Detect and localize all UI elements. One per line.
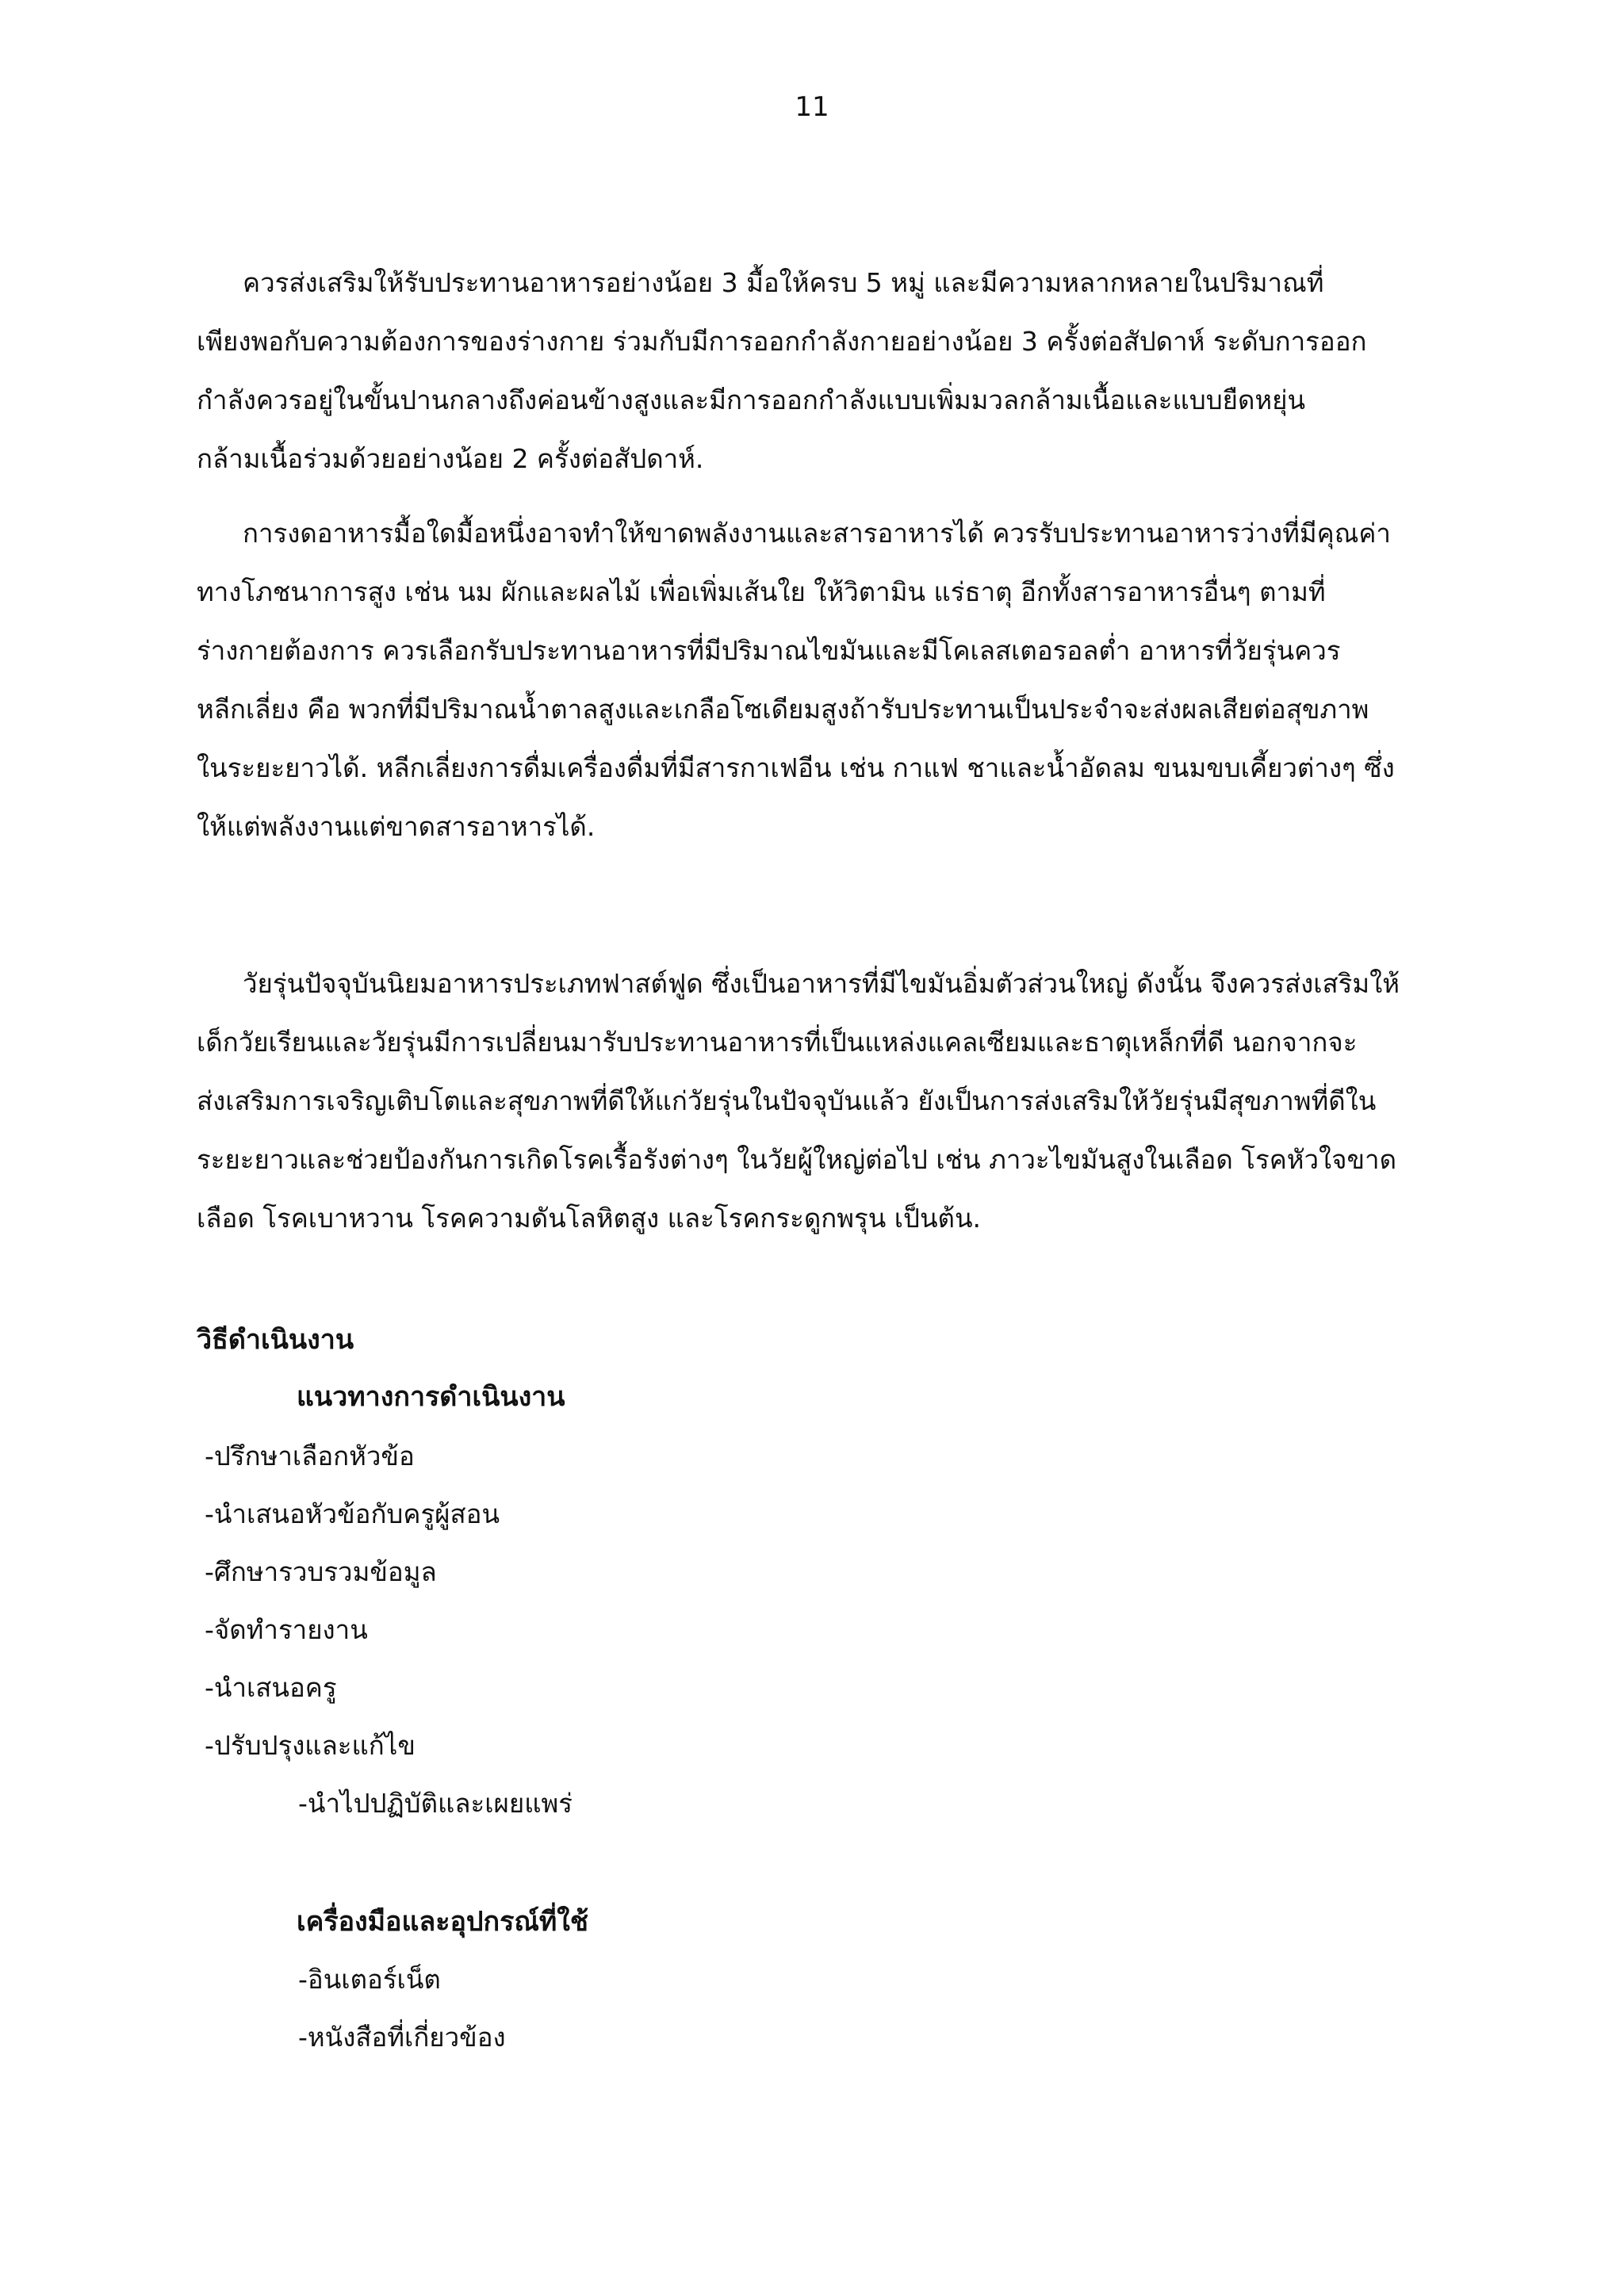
list-item: -นำเสนอครู: [205, 1672, 337, 1703]
paragraph-line: กำลังควรอยู่ในขั้นปานกลางถึงค่อนข้างสูงและมีการออกกำลังแบบเพิ่มมวลกล้ามเนื้อและแบบยืดหยุ่น: [197, 385, 1306, 415]
list-item: -จัดทำรายงาน: [205, 1614, 368, 1645]
list-item: -อินเตอร์เน็ต: [298, 1964, 441, 1995]
method-steps-list: [205, 1427, 573, 1832]
tools-list: [298, 1950, 506, 2066]
paragraph-line: หลีกเลี่ยง คือ พวกที่มีปริมาณน้ำตาลสูงและเกลือโซเดียมสูงถ้ารับประทานเป็นประจำจะส่งผลเสียต่อสุขภาพ: [197, 694, 1369, 725]
list-item: -นำเสนอหัวข้อกับครูผู้สอน: [205, 1498, 500, 1529]
paragraph-line: วัยรุ่นปัจจุบันนิยมอาหารประเภทฟาสต์ฟูด ซึ่งเป็นอาหารที่มีไขมันอิ่มตัวส่วนใหญ่ ดังนั้น จึงควรส่งเสริมให้: [243, 968, 1400, 999]
paragraph-line: เลือด โรคเบาหวาน โรคความดันโลหิตสูง และโรคกระดูกพรุน เป็นต้น.: [197, 1203, 982, 1234]
paragraph-line: เพียงพอกับความต้องการของร่างกาย ร่วมกับมีการออกกำลังกายอย่างน้อย 3 ครั้งต่อสัปดาห์ ระดับการออก: [197, 326, 1367, 357]
paragraph-line: ในระยะยาวได้. หลีกเลี่ยงการดื่มเครื่องดื่มที่มีสารกาเฟอีน เช่น กาแฟ ชาและน้ำอัดลม ขนมขบเคี้ยวต่างๆ ซึ่ง: [197, 752, 1395, 783]
paragraph-nutrition-exercise: [197, 254, 1434, 488]
list-item: -หนังสือที่เกี่ยวข้อง: [298, 2022, 506, 2053]
list-item: -นำไปปฏิบัติและเผยแพร่: [298, 1788, 573, 1819]
method-subheading: แนวทางการดำเนินงาน: [297, 1381, 565, 1413]
page-number: 11: [795, 91, 829, 123]
paragraph-line: กล้ามเนื้อร่วมด้วยอย่างน้อย 2 ครั้งต่อสัปดาห์.: [197, 443, 704, 474]
paragraph-fast-food: [197, 955, 1434, 1248]
paragraph-line: การงดอาหารมื้อใดมื้อหนึ่งอาจทำให้ขาดพลังงานและสารอาหารได้ ควรรับประทานอาหารว่างที่มีคุณค่า: [243, 518, 1391, 549]
paragraph-line: เด็กวัยเรียนและวัยรุ่นมีการเปลี่ยนมารับประทานอาหารที่เป็นแหล่งแคลเซียมและธาตุเหล็กที่ดี นอกจากจะ: [197, 1027, 1358, 1058]
paragraph-line: ควรส่งเสริมให้รับประทานอาหารอย่างน้อย 3 มื้อให้ครบ 5 หมู่ และมีความหลากหลายในปริมาณที่: [243, 267, 1324, 298]
list-item: -ปรับปรุงและแก้ไข: [205, 1730, 416, 1761]
method-heading: วิธีดำเนินงาน: [197, 1324, 354, 1356]
paragraph-line: ระยะยาวและช่วยป้องกันการเกิดโรคเรื้อรังต่างๆ ในวัยผู้ใหญ่ต่อไป เช่น ภาวะไขมันสูงในเลือด โรคหัวใจขาด: [197, 1144, 1397, 1175]
paragraph-line: ทางโภชนาการสูง เช่น นม ผักและผลไม้ เพื่อเพิ่มเส้นใย ให้วิตามิน แร่ธาตุ อีกทั้งสารอาหารอื่นๆ ตามที่: [197, 576, 1326, 607]
tools-heading: เครื่องมือและอุปกรณ์ที่ใช้: [297, 1906, 588, 1938]
list-item: -ศึกษารวบรวมข้อมูล: [205, 1556, 437, 1587]
list-item: -ปรึกษาเลือกหัวข้อ: [205, 1441, 415, 1471]
paragraph-meal-skipping: [197, 504, 1434, 856]
paragraph-line: ให้แต่พลังงานแต่ขาดสารอาหารได้.: [197, 811, 596, 842]
paragraph-line: ส่งเสริมการเจริญเติบโตและสุขภาพที่ดีให้แก่วัยรุ่นในปัจจุบันแล้ว ยังเป็นการส่งเสริมให้วัยรุ่นมีสุขภาพที่ดีใน: [197, 1085, 1377, 1116]
paragraph-line: ร่างกายต้องการ ควรเลือกรับประทานอาหารที่มีปริมาณไขมันและมีโคเลสเตอรอลต่ำ อาหารที่วัยรุ่นควร: [197, 635, 1341, 666]
